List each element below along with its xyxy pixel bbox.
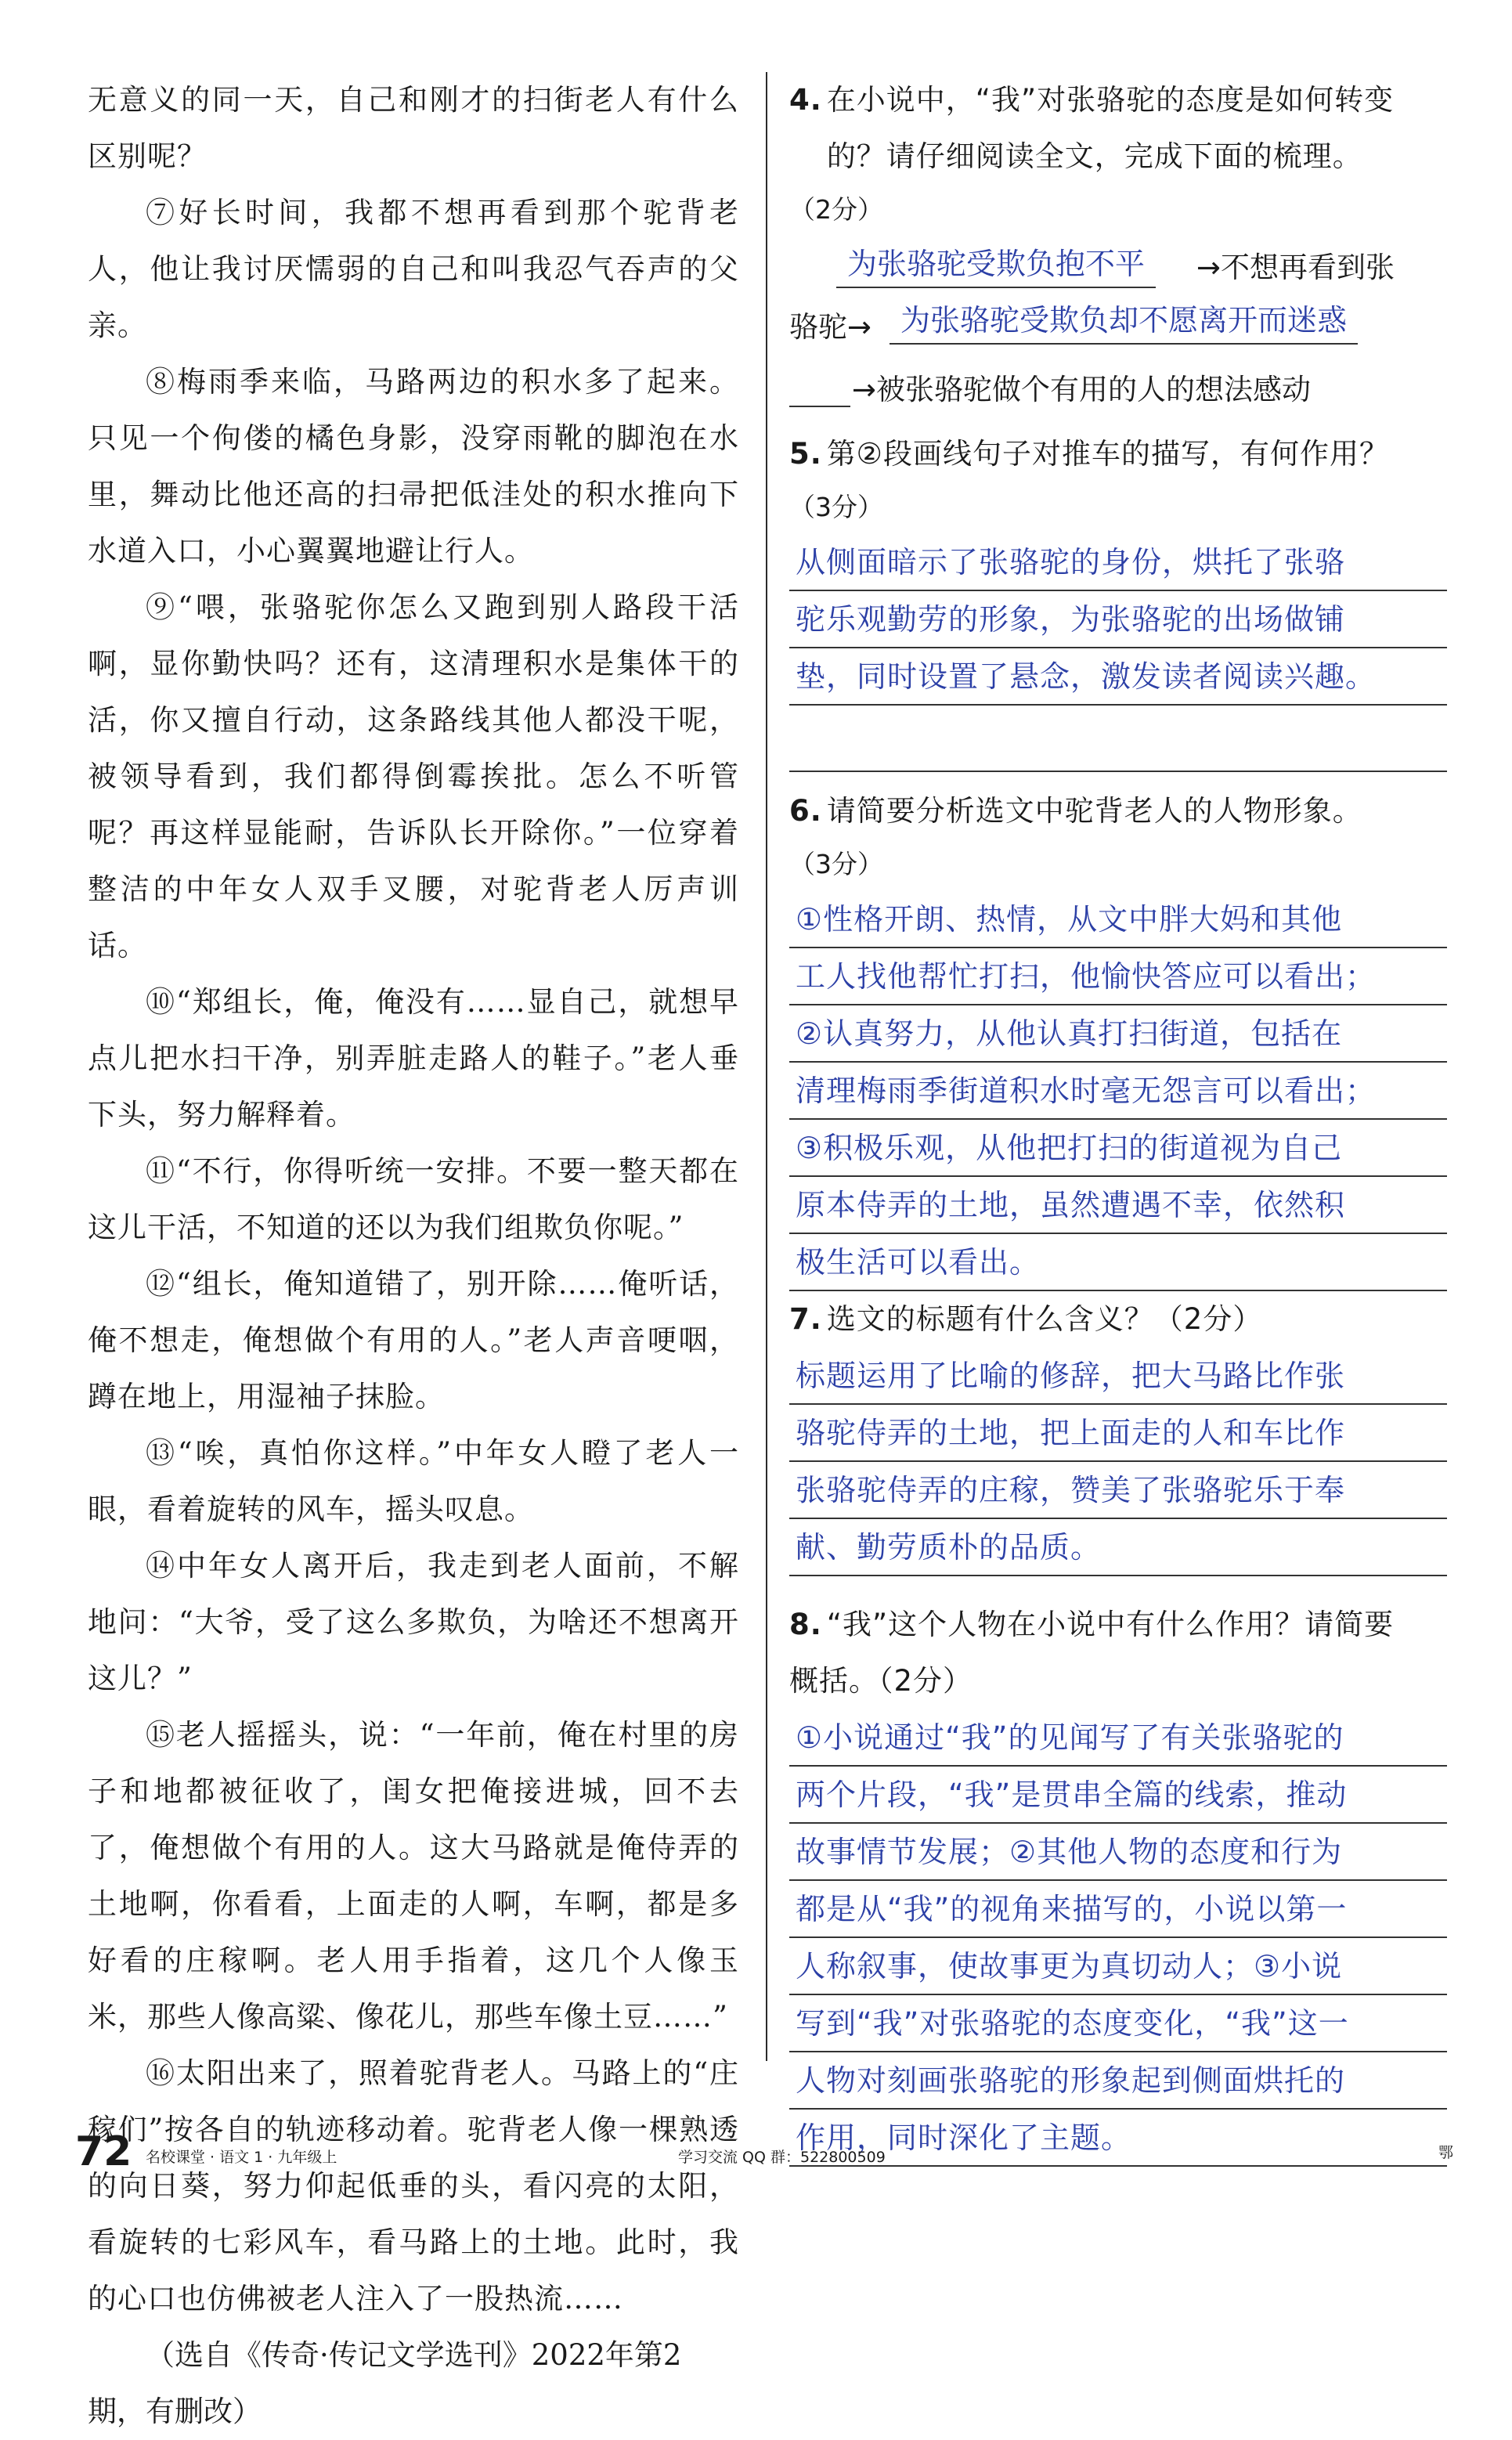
answer-line: ①性格开朗、热情，从文中胖大妈和其他 <box>789 891 1447 948</box>
question-6 <box>789 783 1447 1291</box>
book-title: 名校课堂 · 语文 1 · 九年级上 <box>146 2149 337 2166</box>
question-5 <box>789 426 1447 772</box>
answer-line: ①小说通过“我”的见闻写了有关张骆驼的 <box>789 1709 1447 1767</box>
answer-q7 <box>789 1348 1447 1576</box>
question-score: （3分） <box>789 492 883 522</box>
qq-group: 学习交流 QQ 群：522800509 <box>678 2149 886 2166</box>
flow-text-3: →被张骆驼做个有用的人的想法感动 <box>852 373 1312 406</box>
answer-line: 垫，同时设置了悬念，激发读者阅读兴趣。 <box>789 648 1447 706</box>
answer-line: 人物对刻画张骆驼的形象起到侧面烘托的 <box>789 2052 1447 2110</box>
answer-line: ②认真努力，从他认真打扫街道，包括在 <box>789 1005 1447 1063</box>
answer-line: 都是从“我”的视角来描写的，小说以第一 <box>789 1881 1447 1938</box>
questions-column <box>789 72 1447 2167</box>
question-8 <box>789 1597 1447 2167</box>
question-score: （2分） <box>789 194 883 225</box>
passage-column <box>88 72 739 2440</box>
flow-row-1 <box>789 236 1447 298</box>
passage-paragraph: ⑨“喂，张骆驼你怎么又跑到别人路段干活啊，显你勤快吗？还有，这清理积水是集体干的活，你又擅自行动，这条路线其他人都没干呢，被领导看到，我们都得倒霉挨批。怎么不听管呢？再这样显能耐，告诉队长开除你。”一位穿着整洁的中年女人双手叉腰，对驼背老人厉声训话。 <box>88 590 739 962</box>
empty-answer-line <box>789 715 1447 772</box>
page-footer <box>75 2128 1453 2175</box>
answer-q6 <box>789 891 1447 1291</box>
question-text: 在小说中，“我”对张骆驼的态度是如何转变的？请仔细阅读全文，完成下面的梳理。 <box>826 83 1395 173</box>
answer-line: 人称叙事，使故事更为真切动人；③小说 <box>789 1938 1447 1995</box>
question-score: （3分） <box>789 849 883 879</box>
flow-text-1: →不想再看到张 <box>1196 251 1395 284</box>
question-number: 5. <box>789 437 822 471</box>
answer-line: 驼乐观勤劳的形象，为张骆驼的出场做铺 <box>789 591 1447 648</box>
question-7 <box>789 1291 1447 1576</box>
passage-paragraphs <box>88 72 739 2327</box>
passage-paragraph: ⑮老人摇摇头，说：“一年前，俺在村里的房子和地都被征收了，闺女把俺接进城，回不去了，俺想做个有用的人。这大马路就是俺侍弄的土地啊，你看看，上面走的人啊，车啊，都是多好看的庄稼啊。老人用手指着，这几个人像玉米，那些人像高粱、像花儿，那些车像土豆……” <box>88 1718 739 2034</box>
answer-line: ③积极乐观，从他把打扫的街道视为自己 <box>789 1120 1447 1177</box>
answer-line: 工人找他帮忙打扫，他愉快答应可以看出； <box>789 948 1447 1005</box>
answer-line: 从侧面暗示了张骆驼的身份，烘托了张骆 <box>789 534 1447 591</box>
question-4 <box>789 72 1447 420</box>
answer-line: 作用，同时深化了主题。 <box>789 2110 1447 2167</box>
passage-paragraph: ⑭中年女人离开后，我走到老人面前，不解地问：“大爷，受了这么多欺负，为啥还不想离开这儿？” <box>88 1549 739 1695</box>
answer-line: 故事情节发展；②其他人物的态度和行为 <box>789 1824 1447 1881</box>
answer-line: 原本侍弄的土地，虽然遭遇不幸，依然积 <box>789 1177 1447 1234</box>
answer-fill-1: 为张骆驼受欺负抱不平 <box>836 241 1156 288</box>
answer-line: 骆驼侍弄的土地，把上面走的人和车比作 <box>789 1405 1447 1462</box>
question-text: 请简要分析选文中驼背老人的人物形象。 <box>826 794 1362 828</box>
passage-paragraph: ⑧梅雨季来临，马路两边的积水多了起来。只见一个佝偻的橘色身影，没穿雨靴的脚泡在水里，舞动比他还高的扫帚把低洼处的积水推向下水道入口，小心翼翼地避让行人。 <box>88 365 739 568</box>
answer-line: 两个片段，“我”是贯串全篇的线索，推动 <box>789 1767 1447 1824</box>
answer-fill-2: 为张骆驼受欺负却不愿离开而迷惑 <box>890 298 1358 345</box>
answer-line: 写到“我”对张骆驼的态度变化，“我”这一 <box>789 1995 1447 2052</box>
passage-paragraph: ⑫“组长，俺知道错了，别开除……俺听话，俺不想走，俺想做个有用的人。”老人声音哽咽，蹲在地上，用湿袖子抹脸。 <box>88 1267 739 1413</box>
passage-paragraph: ⑦好长时间，我都不想再看到那个驼背老人，他让我讨厌懦弱的自己和叫我忍气吞声的父亲。 <box>88 196 739 342</box>
passage-paragraph: 无意义的同一天，自己和刚才的扫街老人有什么区别呢？ <box>88 83 739 173</box>
flow-row-3 <box>789 359 1447 420</box>
flow-row-2 <box>789 298 1447 359</box>
answer-line: 清理梅雨季街道积水时毫无怨言可以看出； <box>789 1063 1447 1120</box>
question-number: 7. <box>789 1302 822 1336</box>
question-text: “我”这个人物在小说中有什么作用？请简要 <box>826 1608 1395 1641</box>
blank-line <box>789 360 850 407</box>
passage-paragraph: ⑬“唉，真怕你这样。”中年女人瞪了老人一眼，看着旋转的风车，摇头叹息。 <box>88 1436 739 1526</box>
question-number: 4. <box>789 83 822 117</box>
passage-source: （选自《传奇·传记文学选刊》2022年第2期，有删改） <box>88 2338 682 2428</box>
question-text: 选文的标题有什么含义？（2分） <box>826 1302 1263 1336</box>
answer-line: 极生活可以看出。 <box>789 1234 1447 1291</box>
passage-paragraph: ⑩“郑组长，俺，俺没有……显自己，就想早点儿把水扫干净，别弄脏走路人的鞋子。”老人垂下头，努力解释着。 <box>88 985 739 1132</box>
answer-line: 献、勤劳质朴的品质。 <box>789 1519 1447 1576</box>
question-number: 8. <box>789 1608 822 1641</box>
answer-line: 标题运用了比喻的修辞，把大马路比作张 <box>789 1348 1447 1405</box>
answer-line: 张骆驼侍弄的庄稼，赞美了张骆驼乐于奉 <box>789 1462 1447 1519</box>
question-score: 概括。（2分） <box>789 1664 973 1698</box>
page-number: 72 <box>75 2128 132 2175</box>
question-text: 第②段画线句子对推车的描写，有何作用？ <box>826 437 1389 471</box>
passage-paragraph: ⑪“不行，你得听统一安排。不要一整天都在这儿干活，不知道的还以为我们组欺负你呢。” <box>88 1154 739 1244</box>
flow-text-2: 骆驼→ <box>789 310 872 344</box>
question-number: 6. <box>789 794 822 828</box>
column-divider <box>766 72 767 2061</box>
answer-q5 <box>789 534 1447 706</box>
answer-q8 <box>789 1709 1447 2167</box>
province-mark: 鄂 <box>1438 2144 1453 2161</box>
passage-paragraph: ⑯太阳出来了，照着驼背老人。马路上的“庄稼们”按各自的轨迹移动着。驼背老人像一棵熟透的向日葵，努力仰起低垂的头，看闪亮的太阳，看旋转的七彩风车，看马路上的土地。此时，我的心口也仿佛被老人注入了一股热流…… <box>88 2056 739 2315</box>
